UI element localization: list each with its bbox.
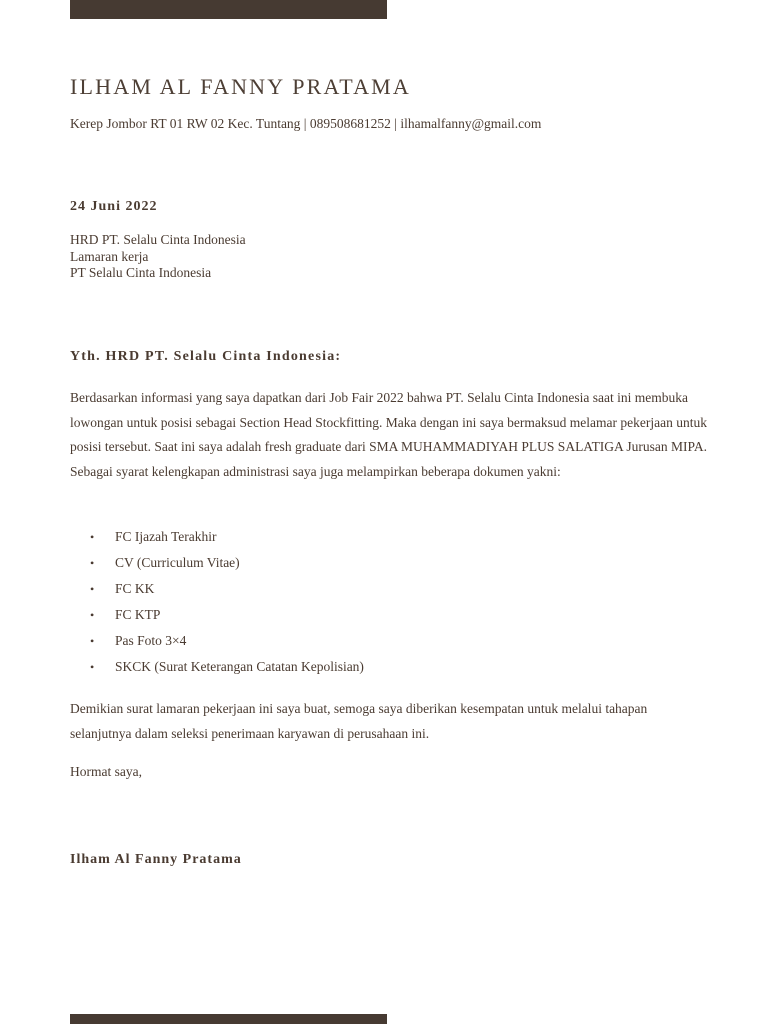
bullet-icon: • (90, 660, 95, 674)
list-item (90, 604, 364, 630)
recipient-block (70, 232, 246, 282)
bullet-icon: • (90, 608, 95, 622)
bullet-icon: • (90, 556, 95, 570)
list-item (90, 630, 364, 656)
bullet-icon: • (90, 634, 95, 648)
closing-phrase: Hormat saya, (70, 764, 142, 779)
sender-contact: Kerep Jombor RT 01 RW 02 Kec. Tuntang | 089508681252 | ilhamalfanny@gmail.com (70, 116, 542, 131)
bullet-icon: • (90, 530, 95, 544)
signature-name: Ilham Al Fanny Pratama (70, 852, 242, 867)
salutation: Yth. HRD PT. Selalu Cinta Indonesia: (70, 349, 342, 364)
list-item-label: FC KTP (115, 607, 161, 622)
recipient-line: HRD PT. Selalu Cinta Indonesia (70, 232, 246, 247)
recipient-line: Lamaran kerja (70, 248, 149, 264)
list-item-label: CV (Curriculum Vitae) (115, 555, 240, 570)
document-list (90, 526, 364, 682)
body-paragraph-closing: Demikian surat lamaran pekerjaan ini saya buat, semoga saya diberikan kesempatan untuk melalui tahapan selanjutnya dalam seleksi penerimaan karyawan di perusahaan ini. (70, 701, 648, 741)
top-accent-bar (70, 0, 387, 19)
bullet-icon: • (90, 582, 95, 596)
body-paragraph-intro: Berdasarkan informasi yang saya dapatkan dari Job Fair 2022 bahwa PT. Selalu Cinta Indonesia saat ini membuka lowongan untuk posisi sebagai Section Head Stockfitting. Maka dengan ini saya bermaksud melamar pekerjaan untuk posisi tersebut. Saat ini saya adalah fresh graduate dari SMA MUHAMMADIYAH PLUS SALATIGA Jurusan MIPA. Sebagai syarat kelengkapan administrasi saya juga melampirkan beberapa dokumen yakni: (70, 390, 707, 479)
list-item (90, 526, 364, 552)
list-item (90, 552, 364, 578)
list-item (90, 578, 364, 604)
sender-name: ILHAM AL FANNY PRATAMA (70, 74, 412, 99)
list-item-label: Pas Foto 3×4 (115, 633, 187, 648)
list-item (90, 656, 364, 682)
bottom-accent-bar (70, 1014, 387, 1024)
list-item-label: FC Ijazah Terakhir (115, 529, 217, 544)
list-item-label: SKCK (Surat Keterangan Catatan Kepolisian) (115, 659, 364, 674)
letter-date: 24 Juni 2022 (70, 199, 158, 214)
recipient-line: PT Selalu Cinta Indonesia (70, 265, 212, 280)
list-item-label: FC KK (115, 581, 155, 596)
